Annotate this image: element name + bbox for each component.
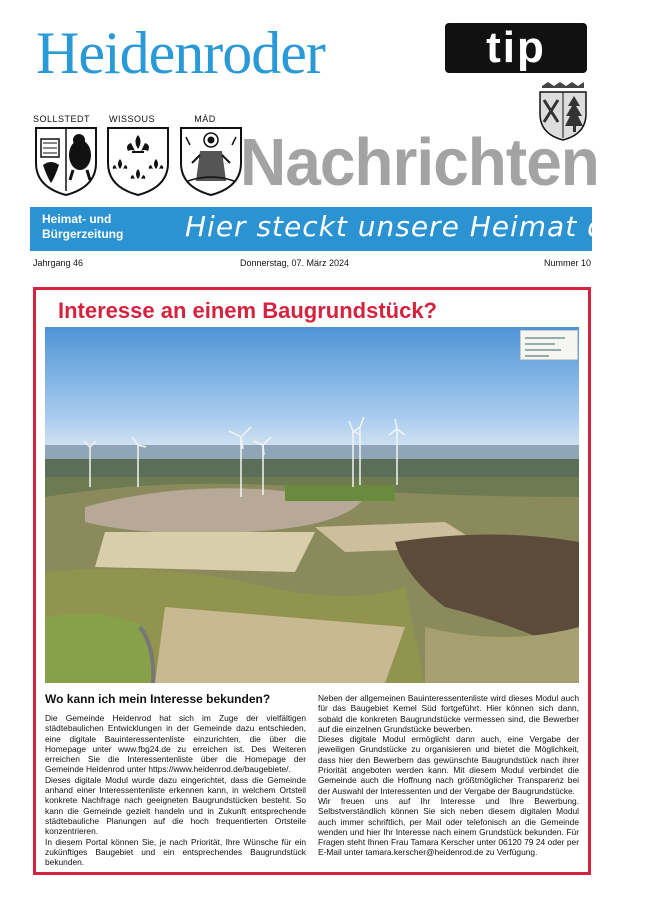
paragraph: Wir freuen uns auf Ihr Interesse und Ihre Bewerbung. Selbstverständlich können Sie sich neben diesem digitalen Modul auch immer schriftlich, per Mail oder telefonisch an die Gemeinde wenden und hier Ihr Interesse nach einem Grundstück bekunden. Für Fragen steht Ihnen Frau Tamara Kerscher unter 06120 79 24 oder per E-Mail unter tamara.kerscher@heidenrod.de zu Verfügung. bbox=[318, 795, 579, 858]
masthead-title: Heidenroder bbox=[36, 20, 325, 86]
bear-shield-crest-icon bbox=[33, 125, 99, 197]
paragraph: Dieses digitale Modul ermöglicht dann auch, eine Vergabe der jeweiligen Grundstücke zu organisieren und bietet die Möglichkeit, dass hier den Bewerbern das gewünschte Baugrundstück nach ihrer Priorität angeboten werden kann. Mit diesem Modul verbindet die Gemeinde auch die Hoffnung nach größtmöglicher Transparenz bei der Auswahl der Interessenten und der Vergabe der Baugrundstücke. bbox=[318, 734, 579, 796]
masthead-subtitle: Nachrichten bbox=[240, 124, 599, 200]
issue-volume: Jahrgang 46 bbox=[33, 258, 84, 268]
crest-label-wissous: WISSOUS bbox=[108, 114, 155, 124]
tip-logo: tip bbox=[445, 23, 587, 73]
crest-label-mad: MÁD bbox=[194, 114, 216, 124]
saint-figure-crest-icon bbox=[178, 125, 244, 197]
fleur-de-lis-crest-icon bbox=[105, 125, 171, 197]
band-tagline: Heimat- und Bürgerzeitung bbox=[42, 212, 124, 241]
article-subhead: Wo kann ich mein Interesse bekunden? bbox=[45, 692, 271, 706]
article-column-left bbox=[45, 713, 306, 867]
issue-number: Nummer 10 bbox=[544, 258, 592, 268]
paragraph: In diesem Portal können Sie, je nach Priorität, Ihre Wünsche für ein zukünftiges Baugebiet und ein entsprechendes Baugrundstück bekunden. bbox=[45, 836, 306, 868]
slogan: Hier steckt unsere Heimat drin! bbox=[185, 210, 658, 243]
article-headline: Interesse an einem Baugrundstück? bbox=[58, 298, 437, 323]
aerial-village-wind-turbines-photo bbox=[45, 327, 579, 683]
paragraph: Neben der allgemeinen Bauinteressentenliste wird dieses Modul auch für das Baugebiet Kemel Süd fortgeführt. Hier können sich dann, sobald die konkreten Baugrundstücke vermessen sind, die Bewerber auf die einzelnen Grundstücke bewerben. bbox=[318, 693, 579, 734]
paragraph: Dieses digitale Modul wurde dazu eingerichtet, dass die Gemeinde anhand einer Interessentenliste erkennen kann, in welchem Ortsteil konkrete Nachfrage nach geeigneten Baugrundstücken besteht. So kann die Gemeinde gezielt handeln und in Zukunft entsprechende städtebauliche Planungen auf die hoch frequentierten Ortsteile konzentrieren. bbox=[45, 774, 306, 837]
article-column-right bbox=[318, 693, 579, 858]
crest-label-sollstedt: SOLLSTEDT bbox=[33, 114, 91, 124]
issue-date: Donnerstag, 07. März 2024 bbox=[240, 258, 350, 268]
photo-sign-icon bbox=[520, 330, 578, 360]
paragraph: Die Gemeinde Heidenrod hat sich im Zuge der vielfältigen städtebaulichen Entwicklungen in der Gemeinde dazu entschieden, eine digitale Bauinteressentenliste einzurichten, die über die Homepage unter www.fbg24.de zu erreichen ist. Des Weiteren erreichen Sie die Interessentenliste über die Homepage der Gemeinde Heidenrod unter https://www.heidenrod.de/baugebiete/. bbox=[45, 713, 306, 775]
